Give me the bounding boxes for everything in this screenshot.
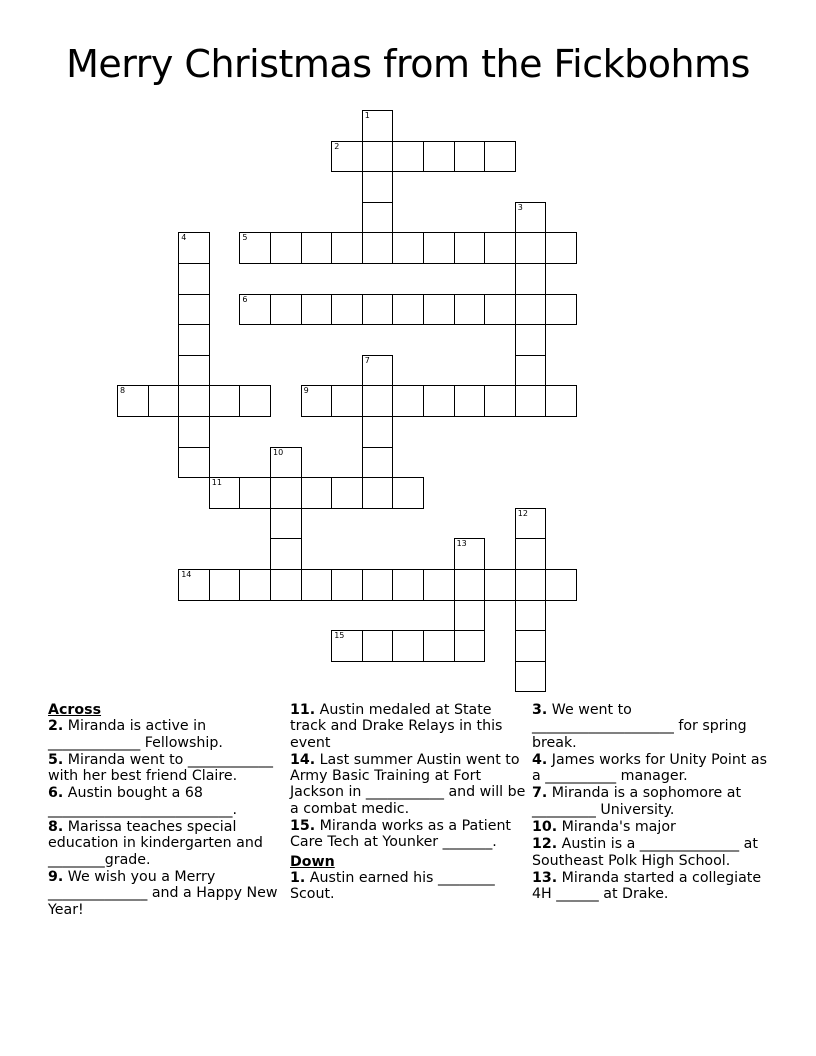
grid-cell[interactable]	[331, 477, 363, 509]
grid-cell[interactable]	[545, 294, 577, 326]
grid-cell[interactable]	[515, 324, 547, 356]
grid-cell[interactable]	[362, 385, 394, 417]
grid-cell[interactable]	[270, 294, 302, 326]
grid-cell[interactable]	[301, 569, 333, 601]
grid-cell[interactable]	[331, 232, 363, 264]
clue-text: Austin is a ______________ at Southeast Polk High School.	[532, 836, 758, 869]
grid-cell[interactable]	[270, 477, 302, 509]
grid-cell[interactable]	[301, 232, 333, 264]
clue-text: Marissa teaches special education in kindergarten and ________grade.	[48, 819, 263, 868]
down-clue	[532, 702, 768, 751]
grid-cell[interactable]	[392, 477, 424, 509]
grid-cell[interactable]	[392, 141, 424, 173]
clue-text: Austin earned his ________ Scout.	[290, 869, 495, 903]
grid-cell[interactable]	[515, 385, 547, 417]
grid-cell[interactable]	[239, 569, 271, 601]
grid-cell[interactable]	[362, 171, 394, 203]
grid-cell[interactable]	[515, 508, 547, 540]
clue-number: 14.	[290, 751, 316, 768]
grid-cell[interactable]	[331, 385, 363, 417]
down-clue	[532, 752, 768, 785]
grid-cell[interactable]	[362, 355, 394, 387]
clue-number: 3	[517, 202, 523, 212]
grid-cell[interactable]	[178, 324, 210, 356]
clue-number: 11.	[290, 702, 316, 718]
across-clue	[48, 718, 284, 751]
grid-cell[interactable]	[239, 385, 271, 417]
grid-cell[interactable]	[423, 232, 455, 264]
grid-cell[interactable]	[239, 232, 271, 264]
clue-number: 8.	[48, 819, 64, 836]
clue-text: Miranda started a collegiate 4H ______ at Drake.	[532, 869, 762, 903]
grid-cell[interactable]	[484, 385, 516, 417]
across-clue	[48, 869, 284, 918]
clue-number: 12	[517, 508, 528, 518]
clue-text: We wish you a Merry ______________ and a Happy New Year!	[48, 868, 278, 918]
clue-text: We went to ____________________ for spring break.	[532, 702, 747, 751]
grid-cell[interactable]	[515, 600, 547, 632]
grid-cell[interactable]	[362, 569, 394, 601]
clue-number: 7	[364, 355, 370, 365]
grid-cell[interactable]	[301, 477, 333, 509]
grid-cell[interactable]	[331, 569, 363, 601]
grid-cell[interactable]	[301, 294, 333, 326]
grid-cell[interactable]	[362, 202, 394, 234]
clue-number: 5.	[48, 751, 64, 768]
grid-cell[interactable]	[545, 232, 577, 264]
across-clue	[48, 752, 284, 785]
down-clue	[532, 836, 768, 869]
grid-cell[interactable]	[270, 447, 302, 479]
grid-cell[interactable]	[331, 141, 363, 173]
clue-text: Miranda is active in _____________ Fellowship.	[48, 718, 223, 751]
grid-cell[interactable]	[484, 294, 516, 326]
down-clue	[532, 870, 768, 903]
grid-cell[interactable]	[454, 569, 486, 601]
clue-number: 9.	[48, 868, 64, 885]
grid-cell[interactable]	[484, 232, 516, 264]
grid-cell[interactable]	[362, 416, 394, 448]
grid-cell[interactable]	[392, 630, 424, 662]
clue-number: 4	[181, 233, 187, 243]
clue-text: Miranda works as a Patient Care Tech at Younker _______.	[290, 818, 511, 851]
grid-cell[interactable]	[178, 569, 210, 601]
grid-cell[interactable]	[392, 569, 424, 601]
grid-cell[interactable]	[178, 232, 210, 264]
grid-cell[interactable]	[270, 508, 302, 540]
grid-cell[interactable]	[454, 600, 486, 632]
clue-number: 10.	[532, 819, 558, 836]
grid-cell[interactable]	[454, 538, 486, 570]
down-clue	[290, 870, 526, 903]
grid-cell[interactable]	[454, 630, 486, 662]
grid-cell[interactable]	[454, 232, 486, 264]
clue-number: 13	[456, 539, 467, 549]
clue-number: 15	[334, 631, 345, 641]
grid-cell[interactable]	[270, 538, 302, 570]
across-clue	[290, 702, 526, 751]
down-clue	[532, 819, 768, 835]
grid-cell[interactable]	[178, 385, 210, 417]
grid-cell[interactable]	[423, 294, 455, 326]
grid-cell[interactable]	[423, 385, 455, 417]
clue-number: 11	[211, 478, 222, 488]
clue-text: Austin medaled at State track and Drake Relays in this event	[290, 702, 503, 751]
grid-cell[interactable]	[362, 630, 394, 662]
clue-text: James works for Unity Point as a __________ manager.	[532, 751, 767, 785]
clue-number: 8	[120, 386, 126, 396]
clue-number: 2	[334, 141, 340, 151]
clue-number: 2.	[48, 718, 64, 735]
page-title: Merry Christmas from the Fickbohms	[66, 42, 750, 86]
clue-number: 3.	[532, 702, 548, 718]
grid-cell[interactable]	[239, 477, 271, 509]
across-clue	[290, 752, 526, 817]
clue-number: 1	[364, 111, 370, 120]
grid-cell[interactable]	[484, 569, 516, 601]
grid-cell[interactable]	[178, 416, 210, 448]
grid-cell[interactable]	[515, 232, 547, 264]
grid-cell[interactable]	[117, 385, 149, 417]
clue-number: 6	[242, 294, 248, 304]
across-clue	[290, 818, 526, 851]
clue-text: Miranda is a sophomore at _________ University.	[532, 785, 742, 818]
clue-number: 14	[181, 570, 192, 579]
clue-number: 4.	[532, 751, 548, 768]
down-heading: Down	[290, 853, 335, 870]
grid-cell[interactable]	[148, 385, 180, 417]
grid-cell[interactable]	[423, 569, 455, 601]
clue-text: Miranda's major	[561, 819, 676, 836]
grid-cell[interactable]	[423, 141, 455, 173]
grid-cell[interactable]	[362, 110, 394, 142]
grid-cell[interactable]	[515, 263, 547, 295]
grid-cell[interactable]	[270, 569, 302, 601]
grid-cell[interactable]	[362, 232, 394, 264]
grid-cell[interactable]	[239, 294, 271, 326]
grid-cell[interactable]	[362, 447, 394, 479]
grid-cell[interactable]	[178, 355, 210, 387]
clue-number: 5	[242, 233, 248, 243]
grid-cell[interactable]	[515, 538, 547, 570]
grid-cell[interactable]	[545, 569, 577, 601]
clue-number: 9	[303, 386, 309, 396]
clue-text: Last summer Austin went to Army Basic Training at Fort Jackson in ___________ and will be a combat medic.	[290, 751, 526, 817]
clue-number: 7.	[532, 785, 548, 802]
grid-cell[interactable]	[178, 294, 210, 326]
clues-column-3	[532, 702, 768, 904]
clue-number: 13.	[532, 869, 558, 886]
clue-text: Austin bought a 68 __________________________.	[48, 785, 237, 818]
clue-number: 10	[273, 447, 284, 457]
grid-cell[interactable]	[515, 202, 547, 234]
grid-cell[interactable]	[392, 385, 424, 417]
clue-number: 6.	[48, 785, 64, 802]
across-heading: Across	[48, 702, 102, 718]
grid-cell[interactable]	[423, 630, 455, 662]
grid-cell[interactable]	[515, 569, 547, 601]
grid-cell[interactable]	[362, 294, 394, 326]
grid-cell[interactable]	[515, 294, 547, 326]
grid-cell[interactable]	[178, 263, 210, 295]
across-clue	[48, 819, 284, 868]
grid-cell[interactable]	[454, 141, 486, 173]
clue-text: Miranda went to ____________ with her best friend Claire.	[48, 751, 273, 785]
grid-cell[interactable]	[209, 477, 241, 509]
grid-cell[interactable]	[515, 355, 547, 387]
across-clue	[48, 785, 284, 818]
grid-cell[interactable]	[515, 661, 547, 693]
grid-cell[interactable]	[362, 477, 394, 509]
grid-cell[interactable]	[392, 294, 424, 326]
grid-cell[interactable]	[454, 294, 486, 326]
grid-cell[interactable]	[331, 294, 363, 326]
clue-number: 12.	[532, 836, 558, 853]
grid-cell[interactable]	[178, 447, 210, 479]
grid-cell[interactable]	[392, 232, 424, 264]
clues-column-1	[48, 702, 284, 919]
grid-cell[interactable]	[270, 232, 302, 264]
clue-number: 15.	[290, 818, 316, 835]
grid-cell[interactable]	[209, 385, 241, 417]
grid-cell[interactable]	[331, 630, 363, 662]
clue-number: 1.	[290, 869, 306, 886]
down-clue	[532, 785, 768, 818]
grid-cell[interactable]	[454, 385, 486, 417]
grid-cell[interactable]	[484, 141, 516, 173]
grid-cell[interactable]	[301, 385, 333, 417]
clues-column-2	[290, 702, 526, 904]
grid-cell[interactable]	[515, 630, 547, 662]
grid-cell[interactable]	[362, 141, 394, 173]
grid-cell[interactable]	[209, 569, 241, 601]
grid-cell[interactable]	[545, 385, 577, 417]
